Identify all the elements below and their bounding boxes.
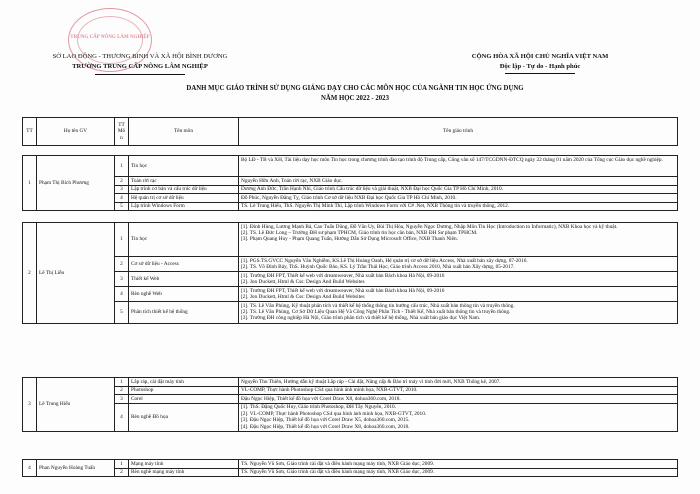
subject-name: Cơ sở dữ liệu - Access <box>129 257 239 272</box>
teacher-name: Lê Thị Liễu <box>37 223 115 324</box>
header-teacher: Họ tên GV <box>37 118 115 146</box>
subject-name: Mạng máy tính <box>129 460 239 469</box>
subject-name: Rèn nghề Web <box>129 287 239 302</box>
subject-no: 2 <box>115 177 129 186</box>
subject-no: 2 <box>115 257 129 272</box>
subject-no: 3 <box>115 185 129 194</box>
teacher-tt: 3 <box>23 378 37 432</box>
school-name-underline <box>95 74 185 75</box>
textbook: TS. Lê Trung Hiếu, ThS. Nguyễn Thị Minh Thi, Lập trình Windows Form với C# .Net, NXB Thông tin và truyền thông, 2012. <box>239 202 678 211</box>
subject-no: 4 <box>115 287 129 302</box>
subject-no: 5 <box>115 202 129 211</box>
teacher-tt: 2 <box>23 223 37 324</box>
subject-name: Photoshop <box>129 386 239 395</box>
textbook: VL-COMP, Thực hành Photoshop CS4 qua hình ảnh minh họa, NXB-GTVT, 2010. <box>239 386 678 395</box>
subject-no: 1 <box>115 378 129 387</box>
subject-name: Toán rời rạc <box>129 177 239 186</box>
subject-name: Thiết kế Web <box>129 272 239 287</box>
subject-name: Rèn nghề Đồ họa <box>129 403 239 431</box>
header-subject: Tên môn <box>129 118 239 146</box>
textbook: Đỗ Phúc, Nguyễn Đăng Tỵ, Giáo trình Cơ sở dữ liệu NXB Đại học Quốc Gia TP Hồ Chí Minh, 2010. <box>239 194 678 203</box>
subject-name: Rèn nghề mạng máy tính <box>129 468 239 477</box>
document-title: DANH MỤC GIÁO TRÌNH SỬ DỤNG GIẢNG DẠY CHO CÁC MÔN HỌC CỦA NGÀNH TIN HỌC ỨNG DỤNG <box>186 85 524 92</box>
header-subject-no: TT Mô n <box>115 118 129 146</box>
school-name: TRƯỜNG TRUNG CẤP NÔNG LÂM NGHIỆP <box>72 63 208 70</box>
teacher-tt: 4 <box>23 460 37 477</box>
teacher-block-3 <box>22 377 678 432</box>
subject-no: 4 <box>115 194 129 203</box>
subject-name: Corel <box>129 395 239 404</box>
teacher-name: Phạm Thị Bích Phương <box>37 156 115 211</box>
subject-name: Hệ quản trị cơ sở dữ liệu <box>129 194 239 203</box>
subject-name: Tin học <box>129 223 239 257</box>
teacher-block-1 <box>22 155 678 211</box>
textbook: Nguyễn Hữu Anh, Toán rời rạc, NXB Giáo dục. <box>239 177 678 186</box>
national-motto: Độc lập - Tự do - Hạnh phúc <box>499 63 581 70</box>
subject-no: 5 <box>115 302 129 324</box>
subject-no: 4 <box>115 403 129 431</box>
academic-year: NĂM HỌC 2022 - 2023 <box>321 95 389 102</box>
national-title: CỘNG HÒA XÃ HỘI CHỦ NGHĨA VIỆT NAM <box>471 53 609 60</box>
subject-name: Phân tích thiết kế hệ thống <box>129 302 239 324</box>
subject-no: 1 <box>115 156 129 177</box>
subject-name: Lập trình cơ bản và cấu trúc dữ liệu <box>129 185 239 194</box>
subject-name: Lắp ráp, cài đặt máy tính <box>129 378 239 387</box>
header-tt: TT <box>23 118 37 146</box>
textbook: [1]. TS. Lê Văn Phùng, Kỹ thuật phân tích và thiết kế hệ thống thông tin hướng cấu trúc, Nhà xuất bản thông tin và truyền thông. [2]. TS. Lê Văn Phùng, Cơ Sở Dữ Liệu Quan Hệ Và Công Nghệ Phân Tích - Thiết Kế, Nhà xuất bản thông tin và truyền thông. [3]. Trường ĐH công nghiệp Hà Nội, Giáo trình phân tích và thiết kế hệ thống, Nhà xuất bản giáo dục Việt Nam. <box>239 302 678 324</box>
teacher-tt: 1 <box>23 156 37 211</box>
textbook: TS. Nguyễn Vũ Sơn, Giáo trình cài đặt và điều hành mạng máy tính, NXB Giáo dục, 2009. <box>239 468 678 477</box>
textbook: TS. Nguyễn Vũ Sơn, Giáo trình cài đặt và điều hành mạng máy tính, NXB Giáo dục, 2009. <box>239 460 678 469</box>
column-header-table <box>22 117 678 146</box>
subject-no: 1 <box>115 460 129 469</box>
textbook: [1]. Đinh Hùng, Lương Mạnh Bá, Cao Tuấn Dũng, Đỗ Văn Uy, Bùi Thị Hòa, Nguyễn Ngọc Dương, Nhập Môn Tin Học (Introduction to Informatic), NXB Khoa học và kỹ thuật. [2]. TS. Lê Đức Long – Trường ĐH sư phạm TPHCM, Giáo trình tin học căn bản, NXB ĐH Sư phạm TPHCM. [3]. Phạm Quang Huy - Phạm Quang Tuấn, Hướng Dẫn Sử Dụng Microsoft Office, NXB Thanh Niên. <box>239 223 678 257</box>
teacher-block-4 <box>22 459 678 477</box>
textbook: Đậu Ngọc Hiệp, Thiết kế đồ họa với Corel Draw X8, dohoa360.com, 2018. <box>239 395 678 404</box>
subject-no: 3 <box>115 395 129 404</box>
textbook: Dương Anh Đức, Trần Hạnh Nhi, Giáo trình Cấu trúc dữ liệu và giải thuật, NXB Đại học Quốc Gia TP Hồ Chí Minh, 2010. <box>239 185 678 194</box>
subject-no: 2 <box>115 386 129 395</box>
teacher-name: Phan Nguyễn Hoàng Tuấn <box>37 460 115 477</box>
subject-name: Lập trình Windows Form <box>129 202 239 211</box>
subject-name: Tin học <box>129 156 239 177</box>
textbook: [1]. ThS. Đặng Quốc Huy, Giáo trình Photoshop, ĐH Tây Nguyên, 2010. [2]. VL-COMP, Thực hành Photoshop CS4 qua hình ảnh minh họa, NXB-GTVT, 2010. [3]. Đậu Ngọc Hiệp, Thiết kế đồ họa với Corel Draw X5, dohoa360.com, 2015. [4]. Đậu Ngọc Hiệp, Thiết kế đồ họa với Corel Draw X8, dohoa360.com, 2018. <box>239 403 678 431</box>
textbook: [1]. Trường ĐH FPT, Thiết kế web với dreamweaver, Nhà xuất bản Bách khoa Hà Nội, 09-2016 [2]. Jon Duckett, Html & Css: Design And Build Websites <box>239 272 678 287</box>
teacher-name: Lê Trung Hiếu <box>37 378 115 432</box>
header-textbook: Tên giáo trình <box>239 118 678 146</box>
textbook: [1]. PGS.TS.GVCC Nguyễn Văn Nghiễm, KS.Lê Thị Hoàng Oanh, Hệ quản trị cơ sở dữ liệu Access, Nhà xuất bản xây dựng, 07-2016. [2]. TS. Võ Đình Bảy, ThS. Huỳnh Quốc Bảo, KS. Lý Trần Thái Học, Giáo trình Access 2010, Nhà xuất bản Xây dựng, 05-2017. <box>239 257 678 272</box>
subject-no: 2 <box>115 468 129 477</box>
textbook: Bộ LĐ - TB và XH, Tài liệu dạy học môn Tin học trong chương trình đào tạo trình độ Trung cấp, Công văn số 147/TCGDNN-ĐTCQ ngày 22 tháng 01 năm 2020 của Tổng cục Giáo dục nghề nghiệp. <box>239 156 678 177</box>
textbook: Nguyễn Thu Thiên, Hướng dẫn kỹ thuật Lắp ráp - Cài đặt, Nâng cấp & Bảo trì máy vi tính đời mới, NXB Thống kê, 2007. <box>239 378 678 387</box>
teacher-block-2 <box>22 222 678 324</box>
motto-underline <box>505 73 575 74</box>
textbook: [1]. Trường ĐH FPT, Thiết kế web với dreamweaver, Nhà xuất bản Bách khoa Hà Nội, 09-2016 [2]. Jon Duckett, Html & Css: Design And Build Websites <box>239 287 678 302</box>
issuing-department: SỞ LAO ĐỘNG - THƯƠNG BINH VÀ XÃ HỘI BÌNH DƯƠNG <box>52 53 228 60</box>
subject-no: 3 <box>115 272 129 287</box>
subject-no: 1 <box>115 223 129 257</box>
stamp-text: TRUNG CẤP NÔNG LÂM NGHIỆP <box>70 35 150 40</box>
